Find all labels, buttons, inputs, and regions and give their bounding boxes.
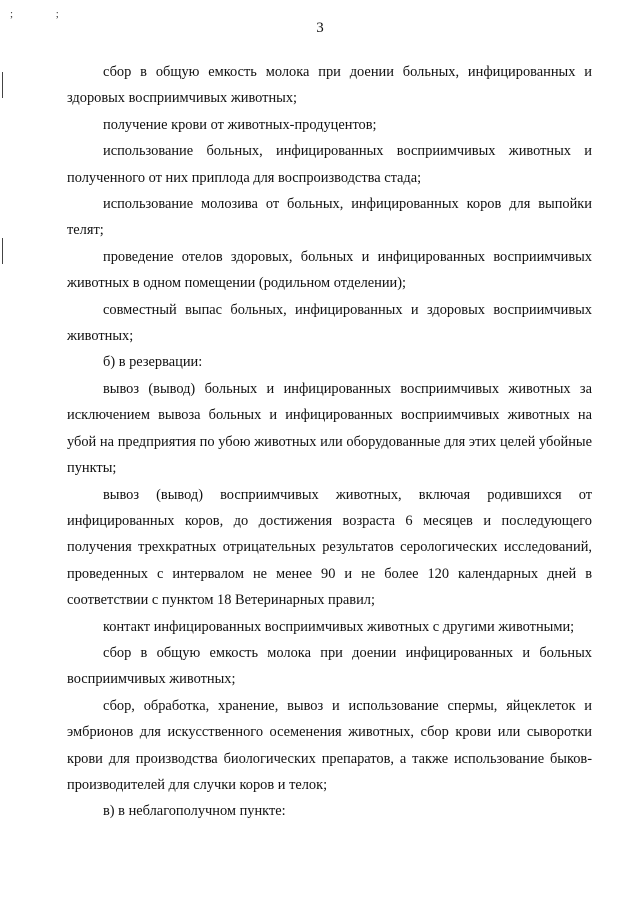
document-body	[67, 59, 592, 825]
paragraph: сбор в общую емкость молока при доении инфицированных и больных восприимчивых животных;	[67, 644, 592, 688]
section-heading-unfavorable-point: в) в неблагополучном пункте:	[103, 803, 286, 820]
paragraph: использование молозива от больных, инфицированных коров для выпойки телят;	[67, 196, 592, 239]
paragraph: совместный выпас больных, инфицированных и здоровых восприимчивых животных;	[67, 301, 592, 345]
paragraph: проведение отелов здоровых, больных и инфицированных восприимчивых животных в одном помещении (родильном отделении);	[67, 248, 592, 292]
paragraph: вывоз (вывод) больных и инфицированных восприимчивых животных за исключением вывоза больных и инфицированных восприимчивых животных на убой на предприятия по убою животных или оборудованные для этих целей убойные пункты;	[67, 380, 592, 477]
page-number: 3	[316, 20, 324, 36]
paragraph: использование больных, инфицированных восприимчивых животных и полученного от них приплода для воспроизводства стада;	[67, 143, 592, 186]
section-heading-reservation: б) в резервации:	[103, 354, 203, 371]
scan-edge-line	[2, 238, 3, 264]
paragraph: сбор в общую емкость молока при доении больных, инфицированных и здоровых восприимчивых животных;	[67, 64, 592, 107]
paragraph: получение крови от животных-продуцентов;	[103, 116, 377, 133]
paragraph: вывоз (вывод) восприимчивых животных, включая родившихся от инфицированных коров, до достижения возраста 6 месяцев и последующего получения трехкратных отрицательных результатов серологических исследований, проведенных с интервалом не менее 90 и не более 120 календарных дней в соответствии с пунктом 18 Ветеринарных правил;	[67, 486, 592, 609]
scan-edge-line	[2, 72, 3, 98]
paragraph: сбор, обработка, хранение, вывоз и использование спермы, яйцеклеток и эмбрионов для искусственного осеменения животных, сбор крови или сыворотки крови для производства биологических препаратов, а также использование быков-производителей для случки коров и телок;	[67, 697, 592, 793]
paragraph: контакт инфицированных восприимчивых животных с другими животными;	[103, 618, 575, 635]
scan-artifact-mark: ; ;	[10, 8, 79, 20]
